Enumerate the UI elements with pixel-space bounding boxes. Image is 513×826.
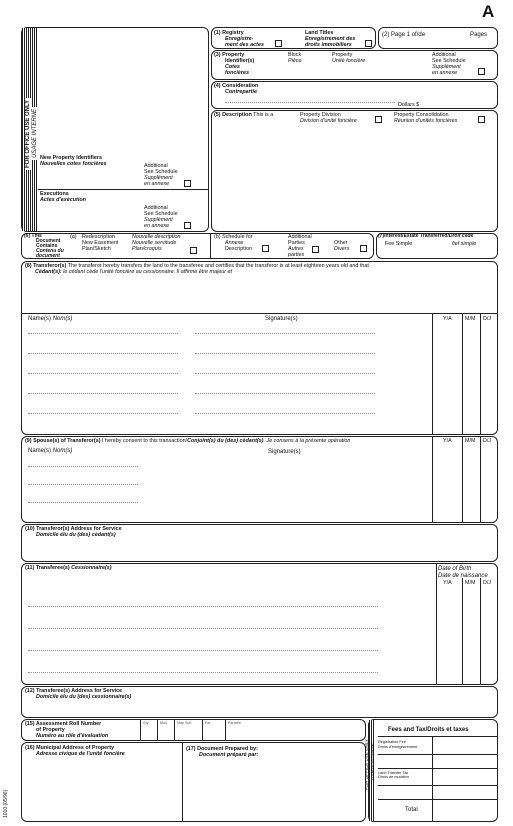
divider (378, 785, 498, 786)
roll-par-label: Par (205, 721, 211, 725)
roll-mun-label: Mun (160, 721, 167, 725)
divider (432, 313, 433, 435)
new-ids-add2: See Schedule (144, 169, 178, 175)
divider (432, 736, 433, 822)
roll-map-label: Map Sub (177, 721, 192, 725)
divider (480, 578, 481, 685)
dob-label: Date of Birth (438, 566, 472, 572)
divider (480, 313, 481, 435)
municipal-address-label: (16) Municipal Address of Property (25, 745, 115, 751)
redescription-checkbox[interactable] (190, 247, 197, 254)
registry-label: (1) Registry (214, 30, 244, 36)
addparties-label4: parties (288, 252, 305, 258)
divider (157, 719, 158, 741)
fees-total-label: Total (405, 807, 418, 813)
transferee-name-line (28, 650, 378, 651)
roll-number-en2: of Property (36, 727, 65, 733)
new-ids-add3: Supplément (144, 175, 173, 181)
schedule-description-label: Description (225, 246, 252, 252)
property-id-add4: en annexe (432, 70, 458, 76)
executions-label: Executions (40, 191, 69, 197)
property-id-fr2: foncières (225, 70, 249, 76)
spouse-month-label: M/M (465, 438, 476, 444)
transferor-box (21, 261, 498, 435)
transferee-label: (11) Transferee(s) Cessionnaire(s) (25, 565, 112, 571)
transferor-name-line (28, 353, 178, 354)
divider (38, 189, 209, 190)
dob-label-fr: Date de naissance (438, 573, 488, 579)
block-label: Block (288, 52, 302, 58)
registry-fr1: Enregistre- (225, 36, 254, 42)
divider (182, 742, 183, 822)
property-id-additional-checkbox[interactable] (478, 68, 485, 75)
roll-number-label: (15) Assessment Roll Number (25, 721, 102, 727)
executions-add3: Supplément (144, 217, 173, 223)
fees-title: Fees and Tax/Droits et taxes (388, 727, 469, 733)
transferor-year-label: Y/A (443, 316, 452, 322)
divider (378, 754, 498, 755)
transferor-sig-line (195, 333, 375, 334)
divider (378, 768, 498, 769)
divider (21, 313, 498, 314)
property-id-add2: See Schedule (432, 58, 466, 64)
transferor-text-fr: Cédant(s): le cédant cède l'unité foncière au cessionnaire. Il affirme être majeur et (35, 269, 232, 275)
division-label: Property Division (300, 112, 341, 118)
consideration-label-fr: Contrepartie (225, 89, 258, 95)
spouse-name-line (28, 502, 138, 503)
transferor-sig-line (195, 353, 375, 354)
other-checkbox[interactable] (360, 245, 367, 252)
new-ids-add4: en annexe (144, 181, 170, 187)
addparties-label1: Additional (288, 234, 312, 240)
consideration-label: (4) Consideration (214, 83, 259, 89)
property-label: Property (332, 52, 353, 58)
transferee-day-label: D/J (483, 580, 492, 586)
doc-contains-l2: Document (36, 238, 61, 244)
transferee-address-label: (12) Transferee(s) Address for Service (25, 688, 123, 694)
transferor-name-line (28, 393, 178, 394)
plan-label: Plan/Sketch (82, 246, 111, 252)
divider (225, 719, 226, 741)
spouse-signatures-label: Signature(s) (268, 449, 301, 455)
property-id-add1: Additional (432, 52, 456, 58)
transferor-signatures-label: Signature(s) (265, 316, 298, 322)
transferor-month-label: M/M (465, 316, 476, 322)
divider (462, 313, 463, 435)
divider (210, 233, 211, 259)
divider (378, 736, 498, 737)
roll-cty-label: Cty (143, 721, 149, 725)
transferor-address-label-fr: Domicile élu du (des) cédant(s) (36, 532, 116, 538)
addparties-label3: Autres (288, 246, 304, 252)
roll-number-label-fr: Numéro au rôle d'évaluation (36, 733, 109, 739)
transferor-name-line (28, 373, 178, 374)
registry-fr2: ment des actes (225, 42, 264, 48)
municipal-address-label-fr: Adresse civique de l'unité foncière (36, 751, 125, 757)
spouse-name-line (28, 466, 138, 467)
schedule-label: (b) Schedule for (214, 234, 253, 240)
divider (174, 719, 175, 741)
doc-contains-l4: Contenu du (36, 248, 64, 254)
new-ids-add1: Additional (144, 163, 168, 169)
transferee-address-label-fr: Domicile élu du (des) cessionnaire(s) (36, 694, 132, 700)
plan-label-fr: Plan/croquis (132, 246, 162, 252)
transferor-name-line (28, 413, 178, 414)
divider (378, 799, 498, 800)
property-id-add3: Supplément (432, 64, 461, 70)
fees-office-use-label: FOR OFFICE USE ONLY (364, 739, 369, 790)
additional-parties-checkbox[interactable] (312, 246, 319, 253)
redescription-label-fr: Nouvelle description (132, 234, 181, 240)
registration-fee-label-fr: Droits d'enregistrement (378, 745, 418, 749)
land-transfer-tax-label: Land Transfer Tax (378, 771, 409, 775)
spouse-names-label: Name(s) Nom(s) (28, 448, 73, 454)
transferor-address-label: (10) Transferor(s) Address for Service (25, 526, 122, 532)
land-transfer-tax-label-fr: Droits de mutation (378, 775, 409, 779)
land-titles-checkbox[interactable] (365, 40, 372, 47)
executions-add1: Additional (144, 205, 168, 211)
transferor-sig-line (195, 413, 375, 414)
divider (480, 436, 481, 523)
doc-contains-l3: Contains (36, 243, 58, 249)
divider (202, 719, 203, 741)
transferor-day-label: D/J (483, 316, 492, 322)
consolidation-label: Property Consolidation (394, 112, 449, 118)
doc-contains-l5: document (36, 253, 60, 259)
redescription-label: Redescription (82, 234, 115, 240)
new-ids-label: New Property Identifiers (40, 155, 103, 161)
transferor-names-label: Name(s) Nom(s) (28, 316, 73, 322)
new-ids-additional-checkbox[interactable] (184, 180, 191, 187)
divider (432, 436, 433, 523)
transferee-box (21, 563, 498, 685)
divider (140, 719, 141, 741)
addparties-label2: Parties (288, 240, 305, 246)
land-titles-fr2: droits immobiliers (305, 42, 352, 48)
transferor-sig-line (195, 393, 375, 394)
executions-add2: See Schedule (144, 211, 178, 217)
fee-simple-label-fr: fief simple (452, 241, 477, 247)
property-id-label: (3) Property (214, 52, 245, 58)
spouse-day-label: D/J (483, 438, 492, 444)
division-label-fr: Division d'unité foncière (300, 118, 357, 124)
transferor-text: (8) Transferor(s) The transferor hereby transfers the land to the transferee and certifies that the transferor is at least eighteen years old and that (25, 263, 369, 269)
divider (462, 578, 463, 685)
division-checkbox[interactable] (375, 116, 382, 123)
transferee-name-line (28, 672, 378, 673)
prepared-by-label-fr: Document préparé par: (199, 752, 259, 758)
executions-label-fr: Actes d'exécution (40, 197, 86, 203)
transferor-name-line (28, 333, 178, 334)
fee-simple-label: Fee Simple (385, 241, 413, 247)
executions-additional-checkbox[interactable] (184, 222, 191, 229)
form-letter: A (482, 2, 495, 21)
registration-fee-label: Registration Fee (378, 740, 406, 744)
divider (462, 436, 463, 523)
description-label: (5) Description This is a (214, 112, 274, 118)
consideration-line (225, 102, 395, 103)
divider (436, 563, 437, 685)
new-ids-label-fr: Nouvelles cotes foncières (40, 161, 107, 167)
interest-label: (7)Interest/Estate Transferred/Droit cédé (378, 233, 474, 239)
property-id-fr1: Cotes (225, 64, 240, 70)
spouse-text: (9) Spouse(s) of Transferor(s) I hereby consent to this transaction/Conjoint(s) du (des) cédant(s). Je consens à la présente opération (25, 438, 351, 444)
executions-add4: en annexe (144, 223, 170, 229)
spouse-year-label: Y/A (443, 438, 452, 444)
spouse-name-line (28, 484, 138, 485)
block-label-fr: Pièce (288, 58, 302, 64)
page-label: (2) Page 1 of/de (382, 32, 426, 38)
schedule-label-fr: Annexe (225, 240, 244, 246)
prepared-by-label: (17) Document Prepared by: (186, 746, 258, 752)
roll-parcel-label: Parcelle (228, 721, 241, 725)
description-box (211, 110, 498, 232)
doc-contains-label: (6) This (24, 233, 42, 239)
transferee-month-label: M/M (465, 580, 476, 586)
doc-a-label: (a) (70, 234, 77, 240)
easement-label-fr: Nouvelle servitude (132, 240, 177, 246)
consolidation-checkbox[interactable] (478, 116, 485, 123)
land-titles-fr1: Enregistrement des (305, 36, 356, 42)
transferee-year-label: Y/A (443, 580, 452, 586)
transferee-name-line (28, 628, 378, 629)
office-use-label: FOR OFFICE USE ONLY (25, 99, 31, 168)
fees-office-use-label-fr: USAGE INTERNE (370, 743, 375, 780)
consolidation-label-fr: Réunion d'unités foncières (394, 118, 458, 124)
form-number: 1010 (05/96) (3, 789, 9, 818)
pages-label: Pages (470, 32, 488, 38)
office-use-label-fr: USAGE INTERNE (32, 108, 38, 158)
other-label: Other (334, 240, 348, 246)
property-label-fr: Unité foncière (332, 58, 366, 64)
land-titles-label: Land Titles (305, 30, 334, 36)
schedule-description-checkbox[interactable] (262, 245, 269, 252)
transferor-sig-line (195, 373, 375, 374)
easement-label: New Easement (82, 240, 119, 246)
other-label-fr: Divers (334, 246, 350, 252)
spouse-box (21, 436, 498, 523)
transferee-name-line (28, 606, 378, 607)
dollars-label: Dollars $ (398, 102, 420, 108)
registry-checkbox[interactable] (275, 40, 282, 47)
property-id-en2: Identifier(s) (225, 58, 255, 64)
